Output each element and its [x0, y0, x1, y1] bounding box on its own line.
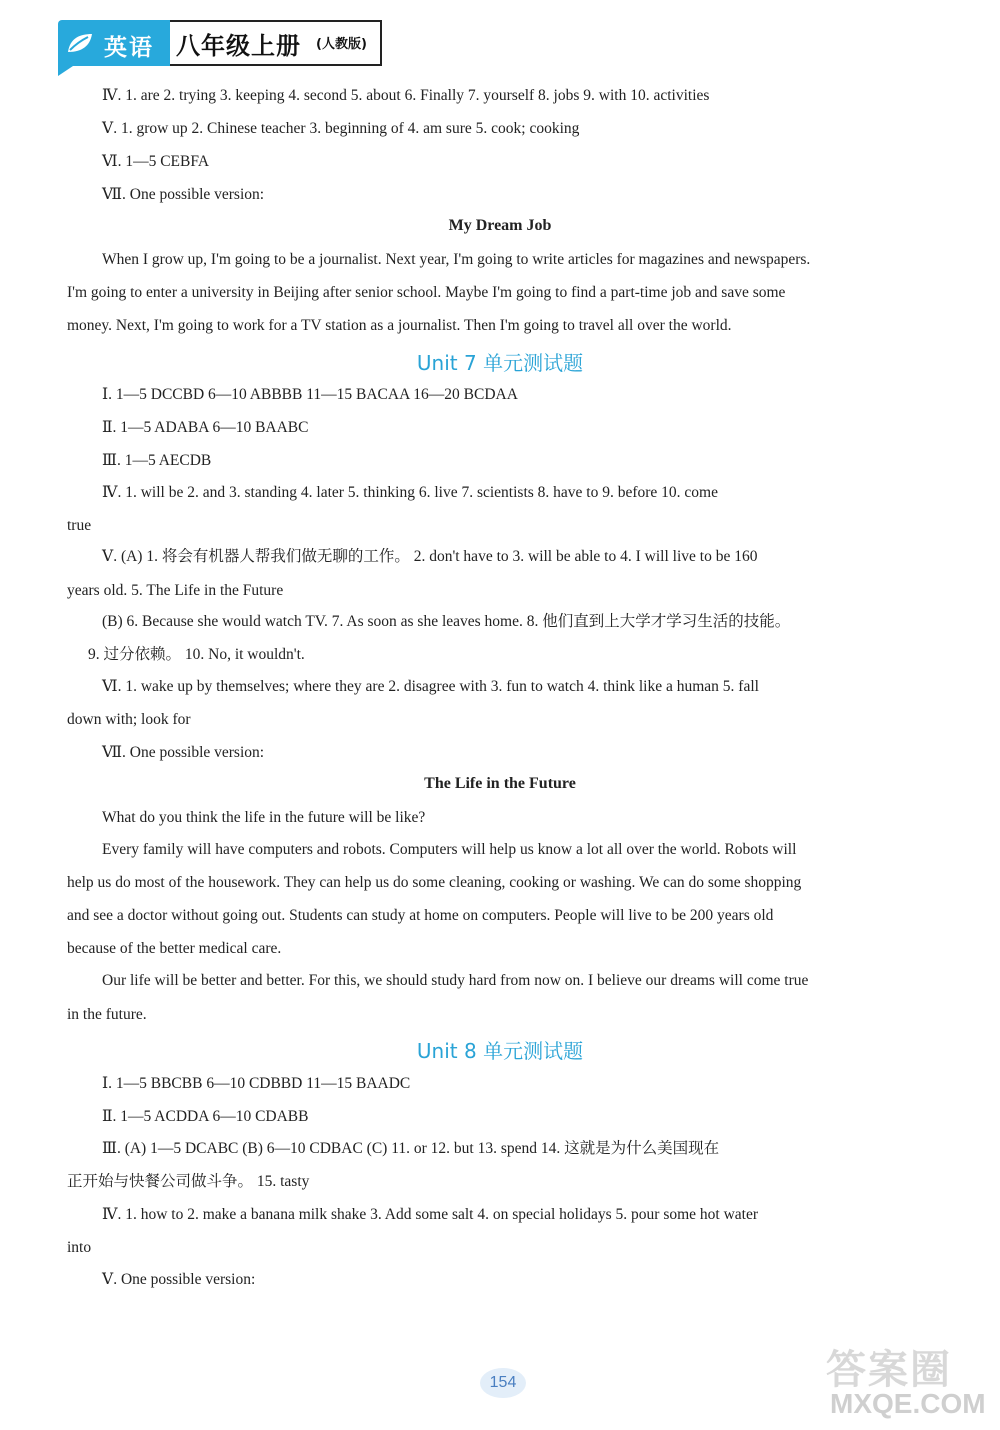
answer-line: Ⅲ. 1—5 AECDB: [102, 452, 212, 469]
subject-label: 英语: [104, 35, 154, 61]
answer-line: true: [67, 517, 92, 534]
grade-label: 八年级上册: [176, 32, 301, 60]
answer-line: years old. 5. The Life in the Future: [67, 582, 284, 599]
answer-line: Ⅲ. (A) 1—5 DCABC (B) 6—10 CDBAC (C) 11. or 12. but 13. spend 14. 这就是为什么美国现在: [102, 1140, 720, 1157]
answer-line: Ⅰ. 1—5 DCCBD 6—10 ABBBB 11—15 BACAA 16—20 BCDAA: [102, 386, 518, 403]
essay-line: I'm going to enter a university in Beijing after senior school. Maybe I'm going to find a part-time job and save some: [67, 284, 786, 301]
answer-line: Ⅵ. 1. wake up by themselves; where they are 2. disagree with 3. fun to watch 4. think like a human 5. fall: [102, 678, 759, 695]
answer-line: (B) 6. Because she would watch TV. 7. As soon as she leaves home. 8. 他们直到上大学才学习生活的技能。: [102, 613, 791, 630]
essay-line: money. Next, I'm going to work for a TV station as a journalist. Then I'm going to travel all over the world.: [67, 317, 732, 334]
unit-heading: Unit 7 单元测试题: [416, 351, 584, 375]
answer-line: Ⅶ. One possible version:: [102, 744, 265, 761]
badge-tail: [58, 60, 82, 76]
answer-line: Ⅳ. 1. will be 2. and 3. standing 4. later 5. thinking 6. live 7. scientists 8. have to 9. before 10. come: [102, 484, 718, 501]
page-header: [58, 14, 388, 74]
essay-line: Our life will be better and better. For this, we should study hard from now on. I believe our dreams will come true: [102, 972, 809, 989]
answer-line: Ⅳ. 1. how to 2. make a banana milk shake 3. Add some salt 4. on special holidays 5. pour some hot water: [102, 1206, 759, 1223]
essay-line: What do you think the life in the future will be like?: [102, 809, 426, 826]
essay-title: The Life in the Future: [424, 775, 576, 792]
answer-line: into: [67, 1239, 92, 1256]
answer-line: Ⅱ. 1—5 ADABA 6—10 BAABC: [102, 419, 309, 436]
answer-line: Ⅴ. One possible version:: [102, 1271, 256, 1288]
essay-line: in the future.: [67, 1006, 147, 1023]
answer-line: Ⅵ. 1—5 CEBFA: [102, 153, 210, 170]
leaf-icon: [66, 32, 94, 54]
edition-label: (人教版): [316, 37, 367, 52]
page-number: 154: [480, 1368, 526, 1398]
answer-line: 正开始与快餐公司做斗争。 15. tasty: [67, 1173, 310, 1190]
essay-line: Every family will have computers and robots. Computers will help us know a lot all over the world. Robots will: [102, 841, 797, 858]
answer-line: Ⅳ. 1. are 2. trying 3. keeping 4. second 5. about 6. Finally 7. yourself 8. jobs 9. with 10. activities: [102, 87, 710, 104]
watermark: [820, 1338, 990, 1426]
answer-line: 9. 过分依赖。 10. No, it wouldn't.: [88, 646, 305, 663]
answer-line: down with; look for: [67, 711, 191, 728]
answer-line: Ⅶ. One possible version:: [102, 186, 265, 203]
essay-line: because of the better medical care.: [67, 940, 282, 957]
essay-title: My Dream Job: [448, 217, 552, 234]
watermark-mark: 答案圈: [826, 1347, 952, 1393]
watermark-text: MXQE.COM: [830, 1388, 986, 1419]
essay-line: help us do most of the housework. They can help us do some cleaning, cooking or washing. We can do some shopping: [67, 874, 802, 891]
unit-heading: Unit 8 单元测试题: [416, 1039, 584, 1063]
essay-line: When I grow up, I'm going to be a journalist. Next year, I'm going to write articles for magazines and newspapers.: [102, 251, 811, 268]
answer-line: Ⅰ. 1—5 BBCBB 6—10 CDBBD 11—15 BAADC: [102, 1075, 411, 1092]
grade-box: [170, 20, 382, 66]
answer-line: Ⅱ. 1—5 ACDDA 6—10 CDABB: [102, 1108, 309, 1125]
answer-line: Ⅴ. 1. grow up 2. Chinese teacher 3. beginning of 4. am sure 5. cook; cooking: [102, 120, 580, 137]
answer-line: Ⅴ. (A) 1. 将会有机器人帮我们做无聊的工作。 2. don't have to 3. will be able to 4. I will live to be 160: [102, 548, 758, 565]
essay-line: and see a doctor without going out. Students can study at home on computers. People will live to be 200 years old: [67, 907, 774, 924]
